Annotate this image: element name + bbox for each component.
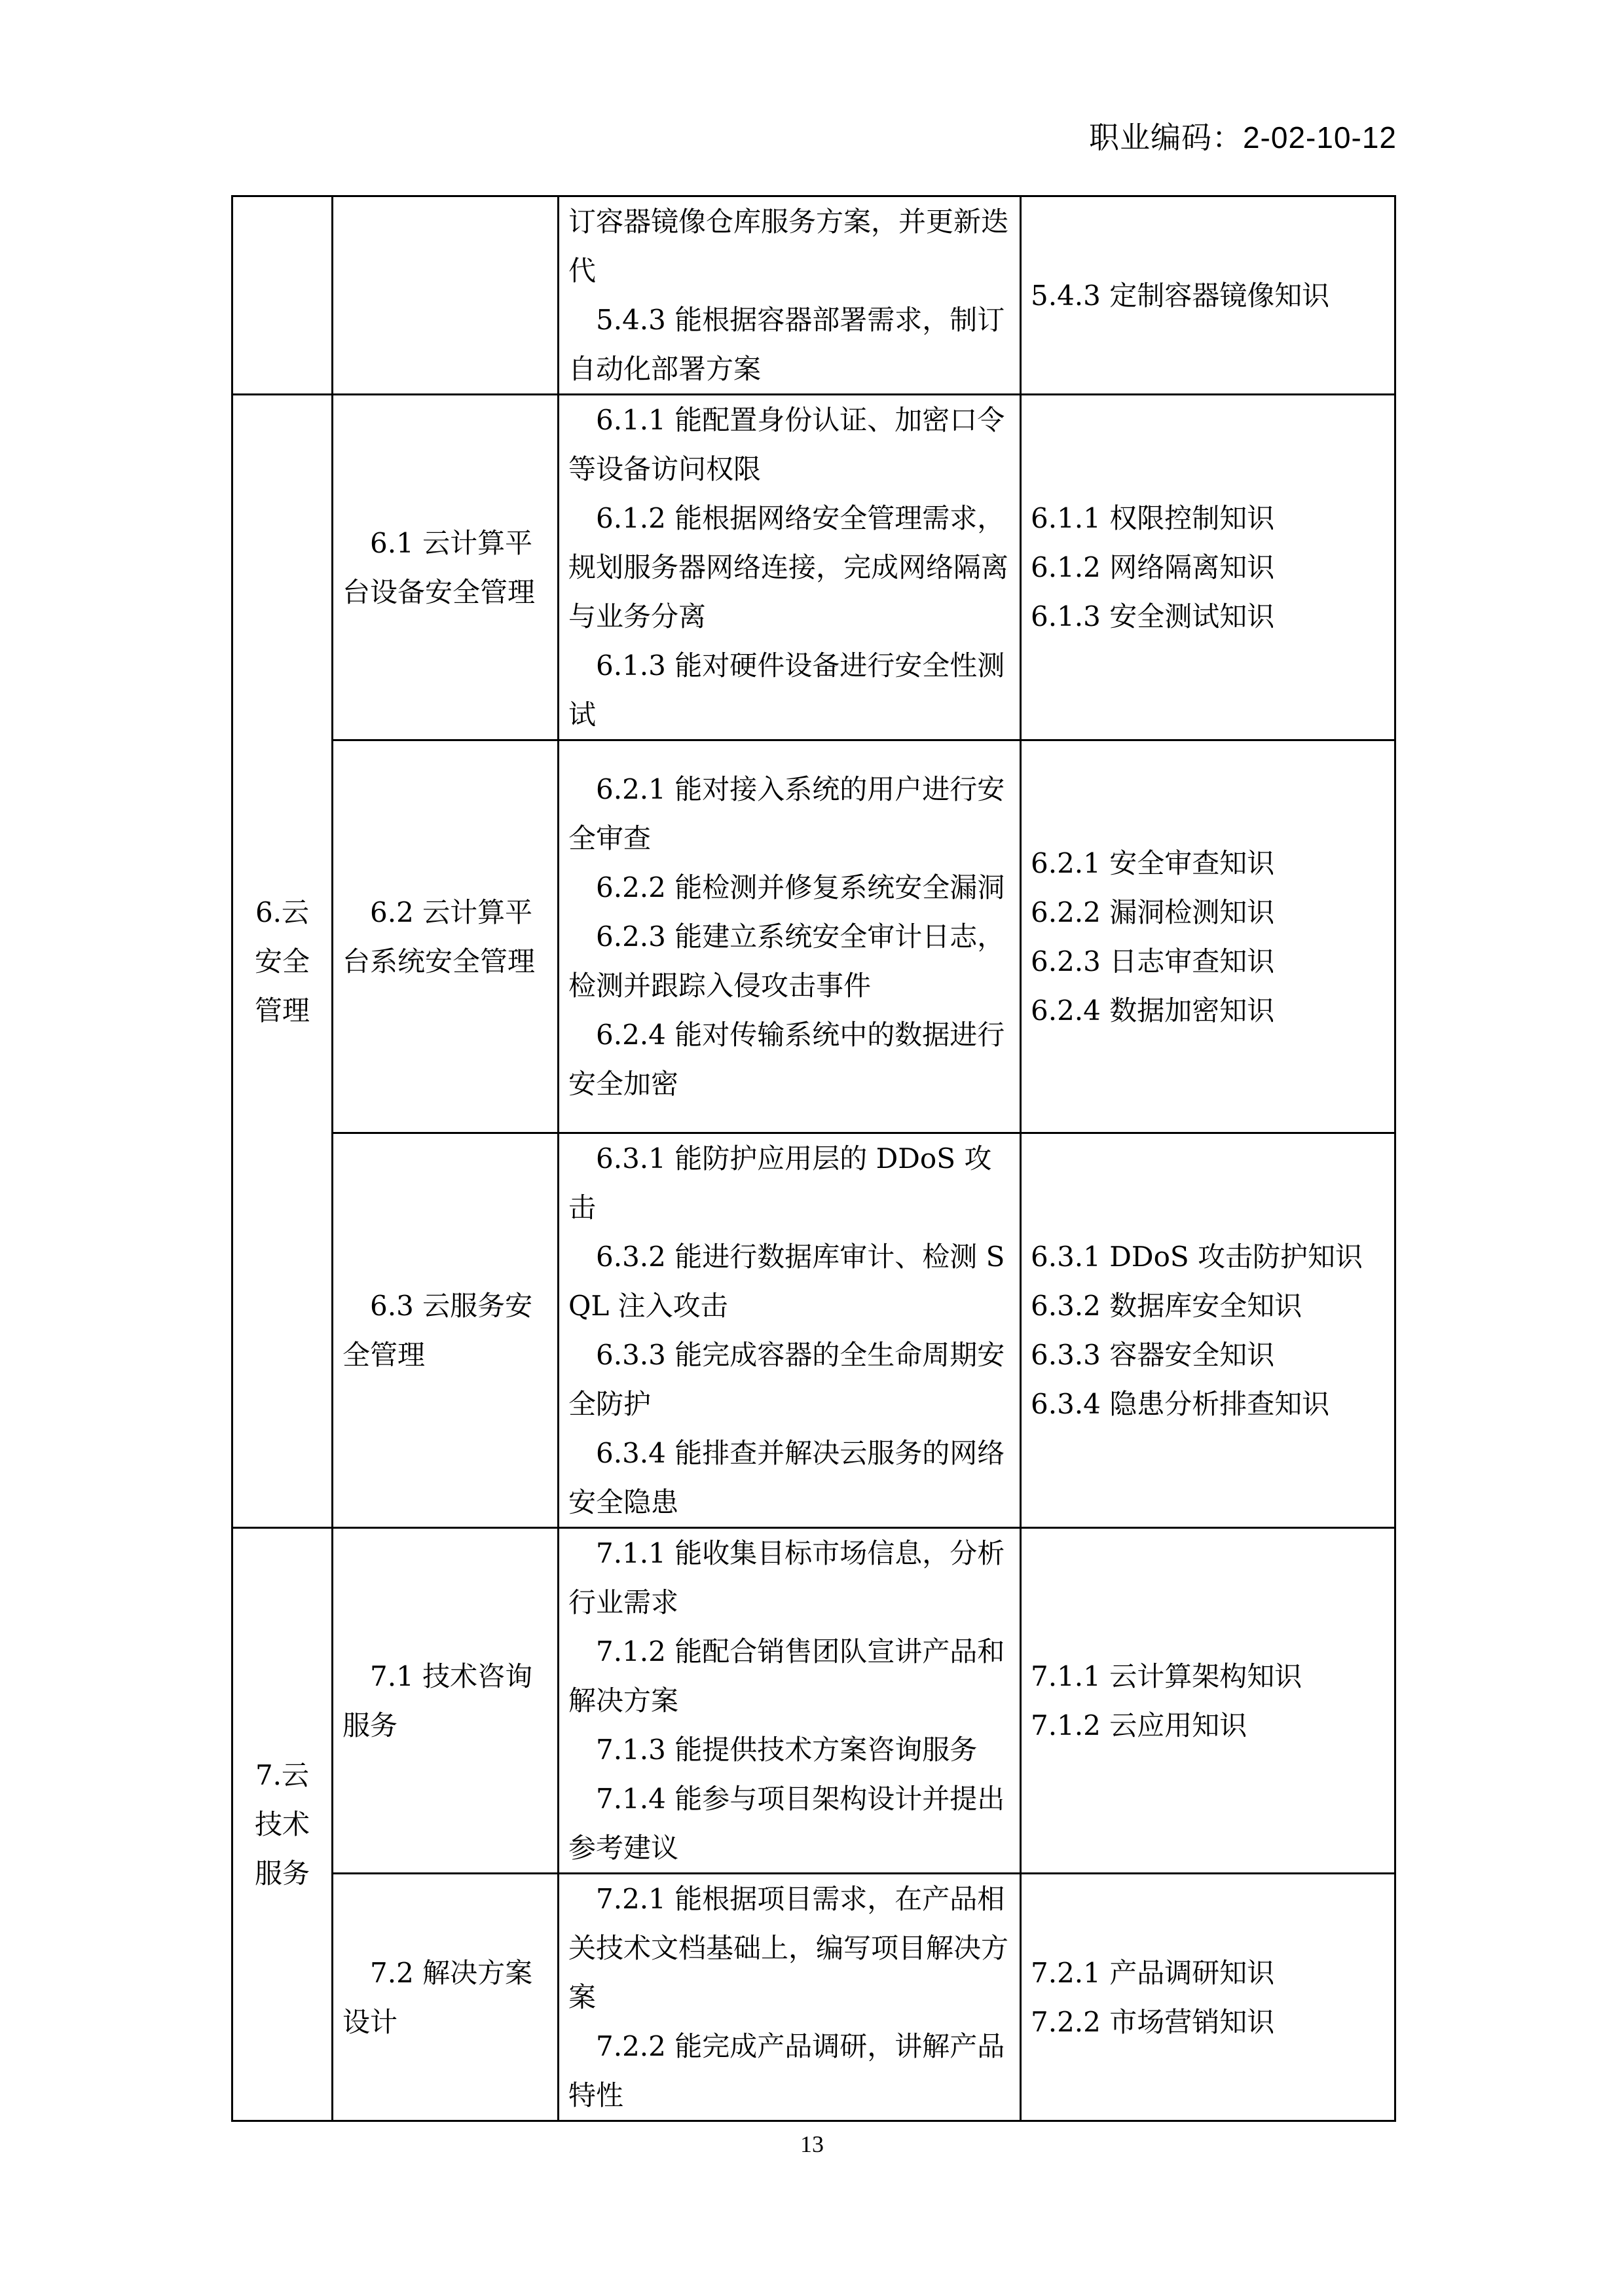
knowledge-text: 7.2.1 产品调研知识 [1031, 1956, 1275, 1989]
skill-text: 7.2.2 能完成产品调研，讲解产品特性 [568, 2030, 1005, 2111]
skill-text: 6.2.1 能对接入系统的用户进行安全审查 [568, 773, 1005, 854]
table-row [232, 196, 1395, 395]
skill-text: 5.4.3 能根据容器部署需求，制订自动化部署方案 [568, 304, 1005, 385]
skill-text: 7.1.4 能参与项目架构设计并提出参考建议 [568, 1783, 1005, 1864]
skill-text: 订容器镜像仓库服务方案，并更新迭代 [568, 206, 1009, 287]
knowledge-cell [1021, 395, 1395, 740]
knowledge-text: 6.2.3 日志审查知识 [1031, 945, 1275, 977]
content-label: 7.2 解决方案设计 [342, 1956, 533, 2038]
standards-table [231, 195, 1396, 2122]
skill-cell [559, 740, 1021, 1133]
content-cell [333, 196, 559, 395]
skill-text: 6.3.3 能完成容器的全生命周期安全防护 [568, 1339, 1005, 1420]
knowledge-text: 6.3.4 隐患分析排查知识 [1031, 1388, 1330, 1420]
knowledge-text: 6.1.2 网络隔离知识 [1031, 551, 1275, 583]
table-row [232, 1874, 1395, 2121]
content-label: 7.1 技术咨询服务 [342, 1660, 533, 1741]
knowledge-cell [1021, 1133, 1395, 1528]
function-cell [232, 1528, 333, 2121]
skill-text: 6.2.2 能检测并修复系统安全漏洞 [596, 871, 1005, 903]
skill-text: 6.3.2 能进行数据库审计、检测 SQL 注入攻击 [568, 1241, 1005, 1322]
knowledge-text: 6.2.1 安全审查知识 [1031, 847, 1275, 879]
knowledge-text: 5.4.3 定制容器镜像知识 [1031, 279, 1330, 312]
knowledge-text: 7.2.2 市场营销知识 [1031, 2005, 1275, 2038]
knowledge-text: 7.1.1 云计算架构知识 [1031, 1660, 1302, 1692]
knowledge-text: 6.1.3 安全测试知识 [1031, 600, 1275, 632]
table-row [232, 740, 1395, 1133]
skill-text: 6.1.1 能配置身份认证、加密口令等设备访问权限 [568, 404, 1005, 485]
function-cell [232, 196, 333, 395]
knowledge-text: 6.2.4 数据加密知识 [1031, 994, 1275, 1027]
function-label: 7.云技术服务 [254, 1759, 310, 1889]
knowledge-text: 6.2.2 漏洞检测知识 [1031, 896, 1275, 928]
table-row [232, 395, 1395, 740]
knowledge-text: 6.3.3 容器安全知识 [1031, 1339, 1275, 1371]
skill-text: 6.2.4 能对传输系统中的数据进行安全加密 [568, 1019, 1005, 1100]
skill-cell [559, 395, 1021, 740]
content-cell [333, 395, 559, 740]
skill-cell [559, 1528, 1021, 1874]
table-row [232, 1133, 1395, 1528]
skill-text: 6.2.3 能建立系统安全审计日志，检测并跟踪入侵攻击事件 [568, 920, 1005, 1002]
skill-cell [559, 1874, 1021, 2121]
table-row [232, 1528, 1395, 1874]
content-label: 6.3 云服务安全管理 [342, 1290, 533, 1371]
content-cell [333, 1133, 559, 1528]
skill-text: 6.1.3 能对硬件设备进行安全性测试 [568, 649, 1005, 731]
skill-text: 6.3.1 能防护应用层的 DDoS 攻击 [568, 1142, 992, 1224]
function-label: 6.云安全管理 [254, 896, 310, 1027]
occupation-code: 职业编码：2-02-10-12 [1088, 120, 1397, 155]
content-cell [333, 740, 559, 1133]
skill-cell [559, 1133, 1021, 1528]
skill-text: 7.1.2 能配合销售团队宣讲产品和解决方案 [568, 1635, 1005, 1717]
content-label: 6.1 云计算平台设备安全管理 [342, 526, 536, 608]
skill-text: 6.1.2 能根据网络安全管理需求，规划服务器网络连接，完成网络隔离与业务分离 [568, 502, 1009, 632]
knowledge-cell [1021, 1874, 1395, 2121]
knowledge-text: 6.3.1 DDoS 攻击防护知识 [1031, 1241, 1363, 1273]
content-cell [333, 1528, 559, 1874]
content-label: 6.2 云计算平台系统安全管理 [342, 896, 536, 977]
skill-text: 7.1.3 能提供技术方案咨询服务 [596, 1734, 978, 1766]
content-cell [333, 1874, 559, 2121]
knowledge-cell [1021, 196, 1395, 395]
knowledge-cell [1021, 740, 1395, 1133]
knowledge-text: 7.1.2 云应用知识 [1031, 1709, 1247, 1741]
function-cell [232, 395, 333, 1528]
knowledge-text: 6.1.1 权限控制知识 [1031, 502, 1275, 534]
page-number: 13 [800, 2131, 824, 2157]
skill-text: 7.2.1 能根据项目需求，在产品相关技术文档基础上，编写项目解决方案 [568, 1883, 1009, 2013]
skill-cell [559, 196, 1021, 395]
knowledge-text: 6.3.2 数据库安全知识 [1031, 1290, 1302, 1322]
skill-text: 7.1.1 能收集目标市场信息，分析行业需求 [568, 1537, 1005, 1618]
skill-text: 6.3.4 能排查并解决云服务的网络安全隐患 [568, 1437, 1005, 1518]
knowledge-cell [1021, 1528, 1395, 1874]
